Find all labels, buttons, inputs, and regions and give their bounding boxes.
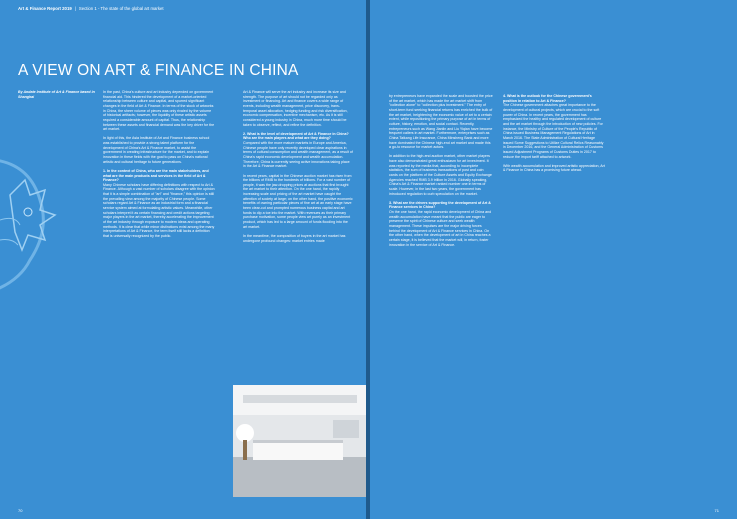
paragraph: Compared with the more mature markets in Europe and America, Chinese people have only recently developed clear aspirations in terms of cultural consumption and wealth management, as a result of China's rapid economic development and wealth accumulation. Therefore, China is currently seeing active innovations taking place in the Art & Finance market.: [243, 141, 353, 169]
right-page: [370, 0, 737, 519]
paragraph: In the past, China's culture and art industry depended on government financial aid. This hindered the development of a market-oriented relationship between culture and capital, and spurred significant changes in the field of Art & Finance. In terms of the stock of artworks in China, the sheer volume of pieces was only rivaled by the volume of historical artifacts; however, the liquidity of these artistic assets required a considerable amount of capital. Thus, the relationship between these assets and financial demand was the key driver for the art market.: [103, 90, 215, 132]
paragraph: Many Chinese scholars have differing definitions with respect to Art & Finance. Although a vast number of scholars disagree with the opinion that it is a simple combination of "art" and "finance," this opinion is still the prevailing view among the majority of Chinese people. Some scholars regard Art & Finance as an industrial form and a financial service system aimed at formulating artistic values. Meanwhile, other scholars interpret it as certain financing and credit actions targeting major players in the art market, thereby accelerating the improvement of the art industry through exposure to modern ideas and operating methods. It is clear that while minor distinctions exist among the many interpretations of Art & Finance, the term itself still lacks a definition that is universally recognized by the public.: [103, 182, 215, 239]
paragraph: Art & Finance will serve the art industry and increase its size and strength. The purpose of art should not be regarded only as investment or financing. Art and finance covers a wide range of events, including wealth management, price discovery, trans-temporal asset allocation, hedging funding and risk diversification, economic compensation, incentive mechanism, etc. As it is still considered a young industry in China, much more time should be taken to observe, reflect, and refine the definition.: [243, 90, 348, 127]
paragraph: by entrepreneurs have expanded the scale and boosted the price of the art market, which has made the art market shift from "collection alone" to "collection plus investment." The entry of short-term fund seeking financial returns has enriched the bulk of the art market, heightening the economic value of art to a certain extent, while repositioning the primary purpose of art in terms of culture, history, emotion, and social contact. Recently, entrepreneurs such as Wang Jianlin and Liu Yiqian have become frequent callers in art market. Furthermore, enterprises such as China Taikang Life Insurance, China Minsheng Bank and more have dominated the Chinese high-end art market and made this a go-to resource for market actors.: [389, 94, 493, 150]
paragraph: In light of this, the Asia Institute of Art and Finance business school was established to provide a strong talent platform for the development of China's Art & Finance market, to assist the government in creating infrastructure for the market, and to explain innovation in these fields with the goal to pass on China's national artistic and cultural heritage to future generations.: [103, 136, 210, 164]
page-title: A VIEW ON ART & FINANCE IN CHINA: [18, 62, 299, 80]
paragraph: With wealth accumulation and improved artistic appreciation, Art & Finance in China has a promising future ahead.: [503, 163, 605, 173]
question-heading: 1. In the context of China, who are the main stakeholders, and what are the main products and services in the field of Art & Finance?: [103, 168, 209, 183]
paragraph: In the meantime, the composition of buyers in the art market has undergone profound changes: market entries made: [243, 233, 346, 243]
question-heading: 4. What is the outlook for the Chinese government's position in relation to Art & Finance?: [503, 94, 592, 103]
publication-name: Art & Finance Report 2019: [18, 6, 72, 11]
page-number: 70: [18, 508, 23, 513]
paragraph: The Chinese government attaches great importance to the development of cultural projects, which are crucial to the soft power of China. In recent years, the government has emphasized the healthy and regulated development of culture and the art market through the introduction of new policies. For instance, the Ministry of Culture of the People's Republic of China issued Business Management Regulations of Art in March 2016. The State Administration of Cultural Heritage issued Some Suggestions to Utilize Cultural Relics Reasonably in December 2016, and the General Administration of Customs issued Adjustment Programs of Customs Duties in 2017 to reduce the import tariff attached to artwork.: [503, 103, 604, 159]
paragraph: In recent years, capital in the Chinese auction market has risen from the billions of RMB to the hundreds of billions. For a vast number of people, it was the jaw-dropping prices at auctions that first brought the art market to their attention. On the one hand, the rapidly increasing scale and pricing of the art market have caught the attention of society at large; on the other hand, the positive economic benefits of owning particular pieces of fine art at an early stage have been clear-cut and prompted numerous business capital and art funds to dip a toe into the market. With revenues as their primary purchase motivation, some people view art purely as an investment product, which has led to a large amount of funds flooding into the art market.: [243, 173, 353, 229]
left-page: [0, 0, 366, 519]
column-a: [103, 90, 215, 243]
question-heading: 2. What is the level of development of Art & Finance in China? Who are the main players and what are they doing?: [243, 131, 349, 141]
dragon-illustration: [0, 120, 100, 320]
section-name: Section 1 - The state of the global art market: [78, 6, 164, 11]
column-b: [243, 90, 353, 248]
column-c: [389, 94, 493, 252]
column-d: [503, 94, 605, 178]
byline: By Andate Institute of Art & Finance based in Shanghai: [18, 90, 95, 99]
lobby-photo: [233, 385, 366, 497]
page-number: 71: [714, 508, 719, 513]
paragraph: On the one hand, the rapid economic development of China and wealth accumulation have meant that the public are eager to preserve the spirit of Chinese culture and seek wealth management. These impulses are the major driving forces behind the development of Art & Finance services in China. On the other hand, when the development of art in China reaches a certain stage, it is believed that the market will, in return, foster innovation in the service of Art & Finance.: [389, 210, 492, 247]
question-heading: 3. What are the drivers supporting the development of Art & Finance services in China?: [389, 200, 491, 210]
running-header: Art & Finance Report 2019 | Section 1 - The state of the global art market: [18, 6, 164, 11]
paragraph: In addition to the high-end auction market, other market players have also demonstrated great enthusiasm for art investment. It was reported by the media that, according to incomplete statistics, the sum of business transactions of post and coin cards on the platform of the Culture Assets and Equity Exchange Agencies reached RMB 3.9 trillion in 2016. Globally speaking, China's Art & Finance market ranked number one in terms of scale. However, in the last two years, the government has introduced regulation to curb speculation on the market.: [389, 154, 492, 196]
